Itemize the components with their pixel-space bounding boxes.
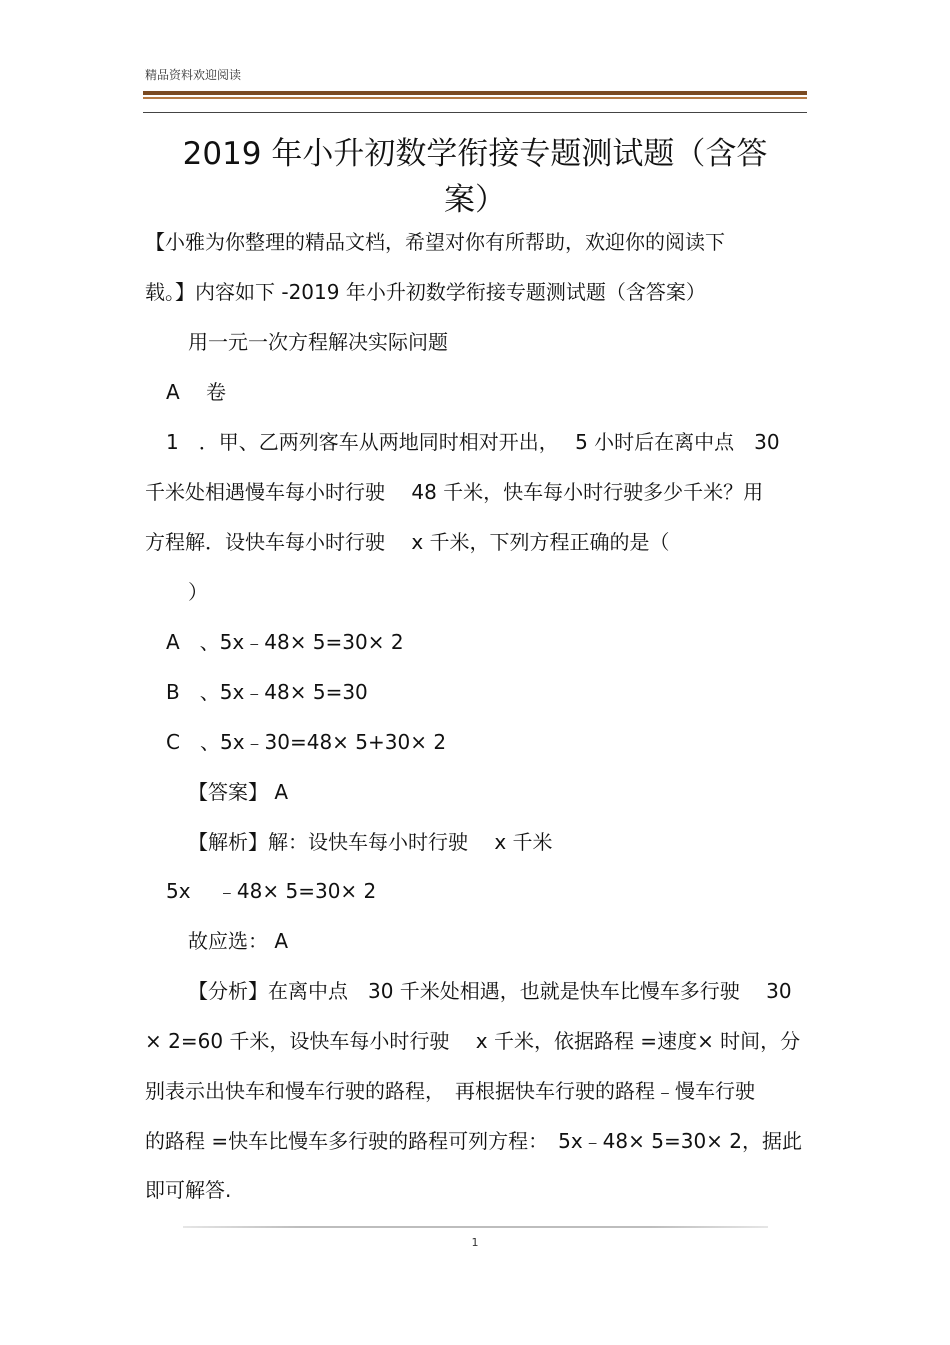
intro-line-1: 【小雅为你整理的精品文档，希望对你有所帮助，欢迎你的阅读下 [145, 230, 725, 254]
section-heading: A 卷 [166, 380, 227, 404]
question-1-line-1: 1 ．甲、乙两列客车从两地同时相对开出， 5 小时后在离中点 30 [166, 430, 780, 454]
analysis-line-4: 的路程 =快车比慢车多行驶的路程可列方程： 5x﹣48× 5=30× 2，据此 [145, 1129, 803, 1153]
header-rule-thin [143, 112, 807, 113]
option-b: B 、5x﹣48× 5=30 [166, 680, 368, 704]
footer-rule [183, 1226, 768, 1228]
header-rule-thick [143, 91, 807, 95]
header-rule-accent [143, 97, 807, 99]
explanation-line: 【解析】解：设快车每小时行驶 x 千米 [188, 830, 553, 854]
answer-line: 【答案】 A [188, 780, 289, 804]
page-header-text: 精品资料欢迎阅读 [145, 68, 242, 82]
document-title-line1: 2019 年小升初数学衔接专题测试题（含答 [182, 136, 768, 172]
analysis-line-2: × 2=60 千米，设快车每小时行驶 x 千米，依据路程 =速度× 时间，分 [145, 1029, 801, 1053]
option-a: A 、5x﹣48× 5=30× 2 [166, 630, 404, 654]
analysis-line-3: 别表示出快车和慢车行驶的路程， 再根据快车行驶的路程﹣慢车行驶 [145, 1079, 755, 1103]
option-c: C 、5x﹣30=48× 5+30× 2 [166, 730, 447, 754]
intro-line-2: 载。】内容如下 -2019 年小升初数学衔接专题测试题（含答案） [145, 280, 706, 304]
topic-heading: 用一元一次方程解决实际问题 [188, 330, 448, 354]
choice-line: 故应选： A [188, 929, 289, 953]
analysis-line-5: 即可解答. [145, 1178, 232, 1202]
analysis-line-1: 【分析】在离中点 30 千米处相遇，也就是快车比慢车多行驶 30 [188, 979, 792, 1003]
equation-line: 5x ﹣48× 5=30× 2 [166, 879, 377, 903]
question-1-line-4: ） [188, 580, 208, 604]
page-number: 1 [471, 1236, 479, 1249]
question-1-line-3: 方程解．设快车每小时行驶 x 千米，下列方程正确的是（ [145, 530, 670, 554]
question-1-line-2: 千米处相遇慢车每小时行驶 48 千米，快车每小时行驶多少千米？用 [145, 480, 764, 504]
document-title-line2: 案） [444, 182, 506, 218]
